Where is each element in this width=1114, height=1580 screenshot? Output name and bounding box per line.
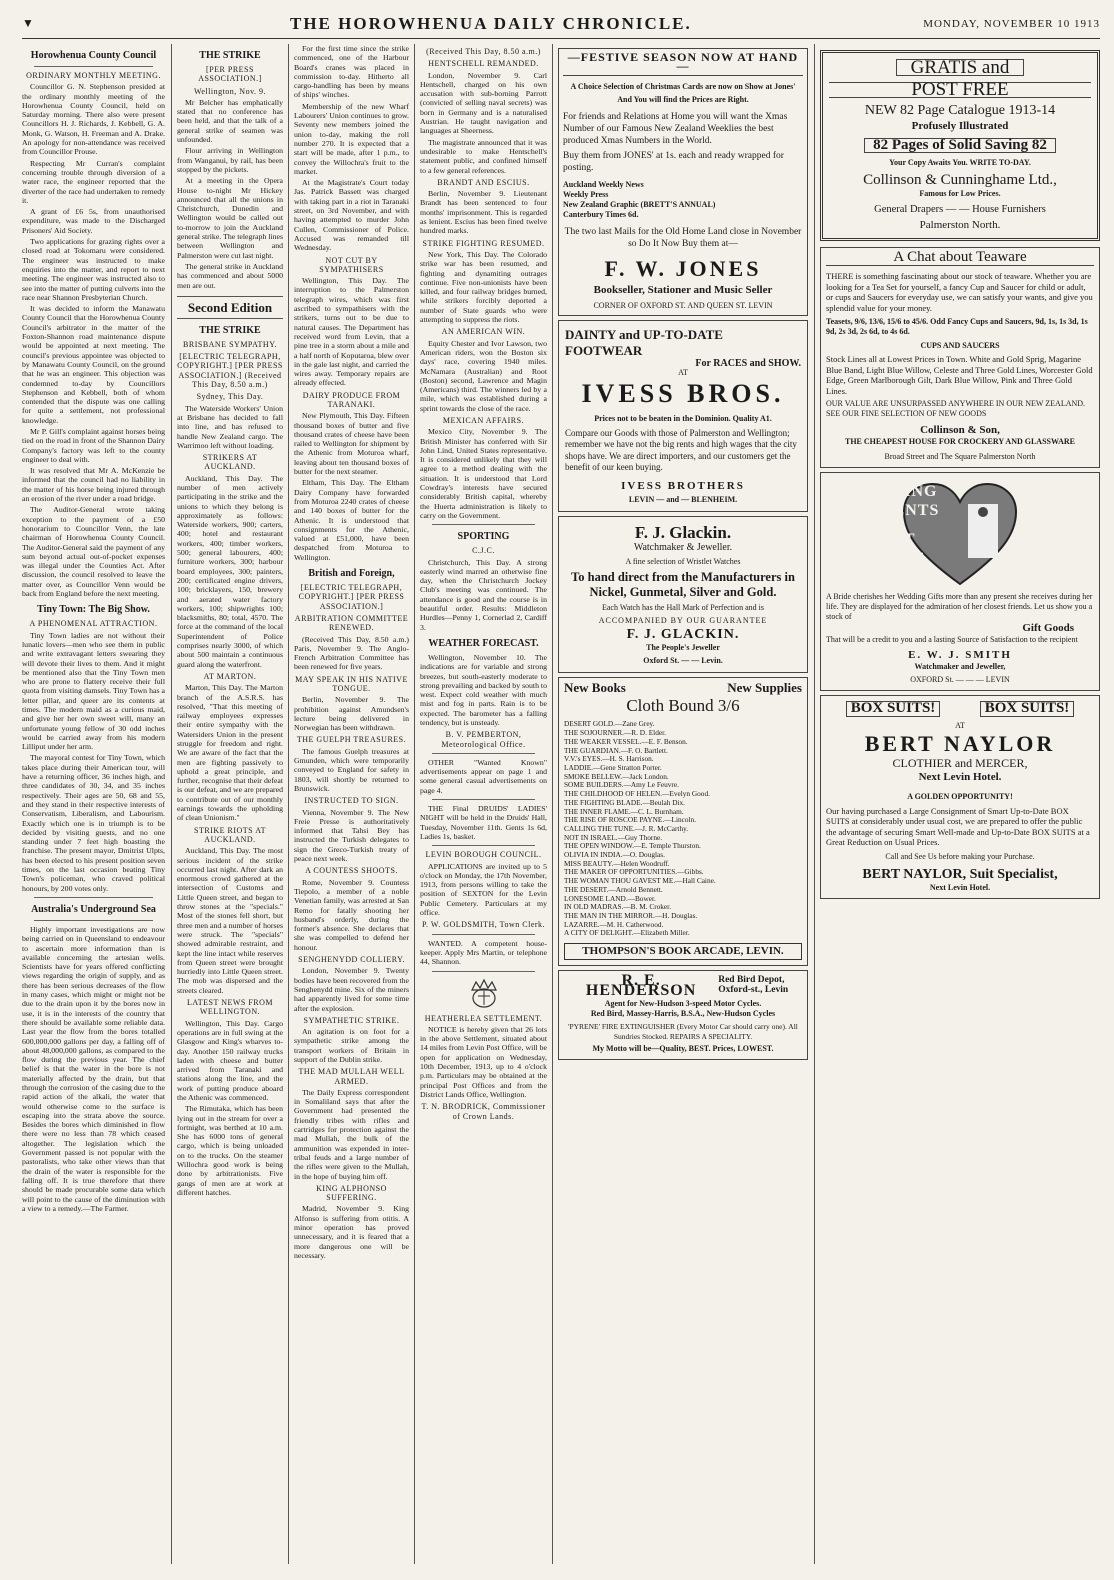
signature: B. V. PEMBERTON, Meteorological Office. (441, 730, 526, 749)
article-paragraph: (Received This Day, 8.50 a.m.) Paris, November 9. The Anglo-French Arbitration Committee has been renewed for five years. (294, 634, 409, 672)
headline-sporting: SPORTING (457, 531, 510, 543)
subhead: NOT CUT BY SYMPATHISERS (319, 255, 384, 274)
press-association: [PER PRESS ASSOCIATION.] (198, 65, 262, 84)
subhead: DAIRY PRODUCE FROM TARANAKI. (302, 390, 401, 409)
article-paragraph: Rome, November 9. Countess Tiepolo, a member of a noble Venetian family, was arrested at San Remo for fatally shooting her husband's orderly, during the former's absence. She declares that she was compelled to defend her honour. (294, 877, 409, 952)
article-paragraph: Wellington, This Day. The interruption to the Palmerston telegraph wires, which was first ascribed to sympathisers with the strikers, turns out to be due to natural causes. The Department has received word from Levin, that a pine tree in a storm about a mile and a half north of Koputaroa, blew over in the gale last night, and carried the wires away. Temporary repairs are already effected. (294, 276, 409, 388)
article-paragraph: Respecting Mr Curran's complaint concerning trouble through diversion of a water race, the engineer reported that the diverter of the race had undertaken to remedy it. (22, 158, 165, 205)
ad-text: POST FREE (829, 82, 1091, 97)
column-1 (22, 44, 165, 1564)
subhead: STRIKE RIOTS AT AUCKLAND. (194, 825, 266, 844)
ad-text: A Chat about Teaware (826, 253, 1094, 266)
subhead: MAY SPEAK IN HIS NATIVE TONGUE. (295, 674, 408, 693)
ad-text: Famous for Low Prices. (919, 189, 1001, 199)
ad-text: DAINTY and UP-TO-DATE FOOTWEAR (565, 326, 723, 358)
ad-text: 82 Pages of Solid Saving 82 (864, 138, 1056, 153)
article-paragraph: Flour arriving in Wellington from Wanganui, by rail, has been stopped by the pickets. (177, 146, 283, 174)
notice: THE Final DRUIDS' LADIES' NIGHT will be held in the Druids' Hall, Tuesday, November 11th. Gents 1s 6d, Ladies 1s, basket. (420, 804, 547, 841)
ad-text: CORNER OF OXFORD ST. AND QUEEN ST. LEVIN (593, 300, 773, 310)
article-paragraph: Christchurch, This Day. A strong easterly wind marred an otherwise fine day, when the Christchurch Jockey Club's meeting was continued. The attendance is good and the course is in beautiful order. Results: Middleton Hurdles—Penny 1, Cornerlad 2, Cardiff 3. (420, 557, 547, 632)
subhead: AN AMERICAN WIN. (441, 327, 526, 337)
subhead: LATEST NEWS FROM WELLINGTON. (186, 998, 274, 1017)
article-paragraph: New York, This Day. The Colorado strike war has been resumed, and fighting and dynamiting outrages continue. Five non-unionists have been killed, and four railway bridges burned, while strikers forcibly deported a number of State guards who were attempting to suppress the riots. (420, 249, 547, 325)
ad-text: Watchmaker & Jeweller. (633, 541, 733, 553)
ad-collinson-son (820, 247, 1100, 468)
article-paragraph: The general strike in Auckland has commenced and about 5000 men are out. (177, 261, 283, 290)
ad-text: Prices not to be beaten in the Dominion. Quality A1. (594, 413, 772, 423)
subhead: SYMPATHETIC STRIKE. (303, 1015, 400, 1025)
article-paragraph: It was resolved that Mr A. McKenzie be informed that the council had no liability in the matter of his horse being injured through an erosion of the river under a road bridge. (22, 466, 165, 504)
ad-text: OXFORD St. — — — LEVIN (910, 675, 1010, 685)
ad-text: Each Watch has the Hall Mark of Perfection and is (601, 603, 765, 613)
naylor-name: BERT NAYLOR (864, 730, 1056, 756)
ad-text: AT (955, 720, 965, 730)
ad-text: Collinson & Cunninghame Ltd., (863, 172, 1057, 189)
notice: NOTICE is hereby given that 26 lots in the above Settlement, situated about 14 miles from Levin Post Office, will be open for application on Wednesday, 10th December, 1913, up to 4 o'clock p.m. Particulars may be obtained at the principal Post Offices and from the District Lands Office, Wellington. (420, 1024, 547, 1099)
glackin-name: F. J. Glackin. (634, 522, 732, 542)
ad-text: Our having purchased a Large Consignment of Smart Up-to-Date BOX SUITS at considerably under usual cost, we are prepared to offer the public the advantage of securing Smart Well-made and Up-to-Date BOX SUITS at a Great Reduction on Usual Prices. (826, 805, 1090, 848)
ad-text: Collinson & Son, (920, 424, 1000, 437)
ad-text: Compare our Goods with those of Palmerston and Wellington; remember we have not the big rents and high wages that the city shops have. We are direct importers, and our customers get the benefit of our keen buying. (565, 427, 797, 473)
ad-text: Broad Street and The Square Palmerston North (884, 452, 1036, 462)
article-paragraph: The Daily Express correspondent in Somaliland says that after the Government had presented the friendly tribes with rifles and cartridges for protection against the mad Mullah, the bulk of the ammunition was expended in inter-tribal feuds and a large number of the rifles were given to the Mullah, in the hope of buying him off. (294, 1087, 409, 1181)
headline-british-foreign: British and Foreign, (308, 568, 395, 580)
ad-text: My Motto will be—Quality, BEST. Prices, LOWEST. (592, 1043, 774, 1053)
article-paragraph: London, November 9. Twenty bodies have been recovered from the Senghenydd mine. Six of the miners had apparently lived for some time after the explosion. (294, 966, 409, 1013)
ad-text: Palmerston North. (919, 218, 1001, 231)
ad-text: Agent for New-Hudson 3-speed Motor Cycles. (604, 998, 762, 1008)
ad-text: Buy them from JONES' at 1s. each and ready wrapped for posting. (563, 150, 784, 173)
ad-text: BERT NAYLOR, Suit Specialist, (862, 866, 1058, 882)
ad-text: WEDDING (850, 483, 938, 501)
article-paragraph: Membership of the new Wharf Labourers' Union continues to grow. Seventy new members joined the union to-day, making the roll number 270. It is expected that a start will be made, after 1 p.m., to convey the Willochra's fruit to the market. (294, 101, 409, 176)
article-paragraph: The famous Guelph treasures at Gmunden, which were temporarily conveyed to England for safety in 1803, will shortly be returned to Brunswick. (294, 746, 409, 793)
masthead-date: MONDAY, NOVEMBER 10 1913 (923, 18, 1100, 30)
ad-text: Gift Goods (1022, 622, 1074, 635)
column-6-ads (820, 44, 1100, 1564)
ad-ivess (558, 320, 808, 512)
ad-glackin (558, 516, 808, 673)
ad-text: E. W. J. SMITH (908, 649, 1012, 662)
ad-text: General Drapers — — House Furnishers (874, 204, 1046, 216)
ad-text: THERE is something fascinating about our stock of teaware. Whether you are looking for a Tea Set for yourself, a fancy Cup and Saucer for child or adult, or cups and Saucers for everyday use, we can satisfy your wants, and give you splendid value for your money. (826, 271, 1093, 313)
ad-text: PRESENTS (848, 502, 940, 520)
second-edition-banner: Second Edition (177, 296, 283, 319)
article-paragraph: The magistrate announced that it was undesirable to make Hentschell's statement public, and confined himself to a few general references. (420, 137, 547, 175)
masthead-mark: ▼ (22, 16, 34, 30)
ad-text: New Supplies (727, 680, 802, 696)
article-paragraph: The Waterside Workers' Union at Brisbane has decided to fall into line, and has refused to handle New Zealand cargo. The Warrimoo left without loading. (177, 403, 283, 450)
subhead: BRISBANE SYMPATHY. (183, 339, 277, 349)
ad-text: For friends and Relations at Home you will want the Xmas Number of our Famous New Zealand Weeklies the best produced Xmas Numbers in the World. (563, 111, 788, 146)
article-paragraph: Berlin, November 9. The prohibition against Amundsen's lecture being delivered in Norwegian has been withdrawn. (294, 695, 409, 733)
ad-text: Watchmaker and Jeweller, (914, 662, 1006, 672)
ad-text: Red Bird, Massey-Harris, B.S.A., New-Hudson Cycles (590, 1008, 776, 1018)
headline-underground-sea: Australia's Underground Sea (31, 903, 156, 915)
notice: APPLICATIONS are invited up to 5 o'clock on Monday, the 17th November, 1913, from persons willing to take the position of SEXTON for the Levin Public Cemetery. Particulars at my office. (420, 861, 547, 918)
ad-text: Next Levin Hotel. (918, 770, 1002, 783)
article-paragraph: An agitation is on foot for a sympathetic strike among the transport workers of Britain in support of the Dublin strike. (294, 1027, 409, 1064)
headline-tiny-town: Tiny Town: The Big Show. (37, 604, 150, 616)
received-line: (Received This Day, 8.50 a.m.) (426, 47, 541, 56)
ad-text: Auckland Weekly News Weekly Press New Zealand Graphic (BRETT'S ANNUAL) Canterbury Times 6d. (563, 179, 716, 219)
ad-text: AND (883, 520, 905, 530)
press-association: [ELECTRIC TELEGRAPH, COPYRIGHT.] [PER PRESS ASSOCIATION.] (Received This Day, 8.50 a.m.) (177, 352, 283, 390)
ad-text: CLOTHIER and MERCER, (892, 755, 1028, 770)
subhead: A COUNTESS SHOOTS. (305, 866, 398, 876)
ad-text: NEW 82 Page Catalogue 1913-14 (864, 102, 1056, 118)
ad-text: Cloth Bound 3/6 (626, 696, 740, 716)
ad-text: THE CHEAPEST HOUSE FOR CROCKERY AND GLASSWARE (845, 437, 1075, 447)
ad-text: Teasets, 9/6, 13/6, 15/6 to 45/6. Odd Fancy Cups and Saucers, 9d, 1s, 1s 3d, 1s 9d, 2s 3d, 2s 6d, to 4s 6d. (826, 317, 1088, 337)
ad-text: BOX SUITS! (980, 701, 1075, 716)
signature: T. N. BRODRICK, Commissioner of Crown Lands. (421, 1102, 546, 1121)
subhead: SENGHENYDD COLLIERY. (298, 955, 405, 965)
column-rule (552, 44, 553, 1564)
ad-heading-row (564, 972, 802, 999)
column-2 (177, 44, 283, 1564)
ad-text: To hand direct from the Manufacturers in Nickel, Gunmetal, Silver and Gold. (571, 570, 795, 600)
newspaper-page (22, 12, 1100, 1568)
ad-text: That will be a credit to you and a lasting Source of Satisfaction to the recipient (826, 635, 1078, 645)
subhead: ORDINARY MONTHLY MEETING. (26, 71, 161, 80)
jones-name: F. W. JONES (604, 255, 762, 281)
ad-text: GRATIS and (896, 59, 1025, 76)
article-paragraph: Two applications for grazing rights over a closed road at Tokomaru were considered. The engineer was instructed to make enquiries into the matter, and report to next meeting. The engineer was instructed also to see into the matter of putting culverts into the race near Shannon Presbyterian Church. (22, 237, 165, 302)
subhead: AT MARTON. (203, 671, 257, 681)
ivess-name: IVESS BROS. (581, 378, 785, 408)
ad-text: Next Levin Hotel. (929, 882, 991, 892)
ad-text: ACCOMPANIED BY OUR GUARANTEE (598, 616, 768, 626)
subhead: BRANDT AND ESCIUS. (437, 177, 530, 187)
article-paragraph: Mr Belcher has emphatically stated that no conference has been held, and that the talk of a general strike of seamen was unfounded. (177, 97, 283, 145)
article-paragraph: Highly important investigations are now being carried on in Queensland to endeavour to ascertain more information than is available concerning the artesian wells. Scientists have for years offered conflicting views regarding the origin of supply, and as there has been serious decreases of the flow in many cases, which might or might not be due to the drain upon it by the bores now in use, it is in the interests of the country that there should be available some reliable data. Last year the flow from the bores totalled 600,000,000 gallons per day, a falling off of about 48,000,000 gallons, as compared to the flow during the previous year. The chief belief is that the water in the bore is not materially affected by the drain, but that through the corrosion of the casing due to the rapid action of the alkali, the water that would otherwise come to the surface is escaping into the strata above the source. Besides the bores which diminished in flow there were no less than 78 which ceased altogether. The legislation which the Government passed is not popular with the pastoralists, who take other views than that the drain of the water is responsible for the falling off. It is true therefore that there should be made procurable some data which will point to the cause of the diminution with a view to a remedy.—The Farmer. (22, 924, 165, 1213)
notice: WANTED. A competent house-keeper. Apply Mrs Martin, or telephone 44, Shannon. (420, 938, 547, 967)
article-paragraph: Wellington, This Day. Cargo operations are in full swing at the Glasgow and King's wharves to-day. Another 150 railway trucks laden with cheese and butter arrived from Taranaki and stations along the line, and the work of putting produce aboard the Athenic was commenced. (177, 1018, 283, 1102)
ad-heading-row (564, 680, 802, 696)
subhead: MEXICAN AFFAIRS. (442, 415, 525, 425)
ad-text: Stock Lines all at Lowest Prices in Town. White and Gold Sprig, Magarine Blue Band, Light Blue Willow, Celeste and Three Gold Lines, Worcester Gold Edge, Green Marlborough Gilt, Dark Blue Willow, Pink and Three Gold Lines. (826, 354, 1093, 396)
masthead-title: THE HOROWHENUA DAILY CHRONICLE. (290, 14, 692, 33)
headline-county-council: Horowhenua County Council (30, 50, 157, 61)
subhead: STRIKERS AT AUCKLAND. (202, 453, 258, 472)
article-paragraph: Wellington, November 10. The indications are for variable and strong breezes, but south-easterly moderate to strong prevailing and backed by south to west. Expect cold weather with much mist and fog in parts. Rain is to be expected. The barometer has a falling tendency, but is unsteady. (420, 652, 547, 727)
ad-text: CUPS AND SAUCERS (920, 341, 1000, 351)
ad-naylor (820, 695, 1100, 899)
column-rule (414, 44, 415, 1564)
column-rule (814, 44, 815, 1564)
masthead (22, 12, 1100, 39)
article-paragraph: The Auditor-General wrote taking exception to the payment of a £50 honorarium to Councillor Venn, the late chairman of Horowhenua County Council. The Auditor-General said the payment of any sum beyond actual out-of-pocket expenses was illegal under the Counties Act. After discussion, the council resolved to leave the matter over, as Councillor Venn would be back from England before the next meeting. (22, 505, 165, 599)
subhead: INSTRUCTED TO SIGN. (304, 796, 399, 806)
festive-banner: —FESTIVE SEASON NOW AT HAND— (563, 53, 803, 76)
article-paragraph: For the first time since the strike commenced, one of the Harbour Board's cranes was placed in commission to-day. Hitherto all cargo-handling has been by means of ships' winches. (294, 44, 409, 100)
ad-text: THOMPSON'S BOOK ARCADE, LEVIN. (564, 943, 802, 960)
ad-text: A Bride cherishes her Wedding Gifts more than any present she receives during her life. They are displayed for the admiration of her closest friends. Let us show you a stock of (826, 592, 1093, 622)
subhead: C.J.C. (472, 546, 495, 556)
article-paragraph: The mayoral contest for Tiny Town, which takes place during their American tour, will have a returning officer, 36 inches high, and three candidates of 30, 34, and 35 inches respectively. Their ages are 50, 68 and 55, and they stand in their respective interests of Conservatism, Liberalism, and Labourism. Exactly which one is in triumph is to be decided by visiting guests, and no one standing under 7 feet high boasting the franchise. The present mayor, Dmitrist Ulpts, has been elected to his present position seven times, on the last occasion beating Tiny Town's policeman, who craved political honours, by 200 votes only. (22, 753, 165, 893)
article-paragraph: Councillor G. N. Stephenson presided at the ordinary monthly meeting of the Horowhenua County Council, held on Saturday morning. There also were present Councillors H. J. Richards, J. Kebbell, G. A. Monk, G. Watson, H. Freeman and A. Drake. An apology for non-attendance was received from Councillor Prouse. (22, 82, 165, 157)
ad-text: A Choice Selection of Christmas Cards are now on Show at Jones' (570, 81, 796, 91)
ad-jones (558, 48, 808, 316)
subhead: HEATHERLEA SETTLEMENT. (424, 1013, 543, 1023)
article-paragraph: London, November 9. Carl Hentschell, charged on his own accusation with sub-borning Parrott (convicted of selling naval secrets) was born in Germany and is a naturalised Austrian. He taught navigation and languages at Sheerness. (420, 70, 547, 136)
article-paragraph: The Rimutaka, which has been lying out in the stream for over a fortnight, was berthed at 10 a.m. She has 6000 tons of general cargo, which is being unloaded on to the trucks. On the steamer Willochra good work is being done by arbitrationists. Five gangs of men are at work at different hatches. (177, 1104, 283, 1197)
ad-text: A GOLDEN OPPORTUNITY! (907, 791, 1013, 801)
article-paragraph: Tiny Town ladies are not without their lunatic lovers—men who see them in public and write extravagant letters swearing they will devote their lives to them. And it might be mentioned also that the Tiny Town men who are prone to flattery receive their full quota from visiting damsels. Tiny Town has a letter pillar, and queer are its contents at times. The modern maid as a curious maid, and give her her own sweet will, many an unfortunate young fellow of 30 odd inches would be carried away from his modern Lilliput under her arm. (22, 630, 165, 752)
ad-text: BOX SUITS! (846, 701, 941, 716)
subhead: ARBITRATION COMMITTEE RENEWED. (294, 613, 409, 633)
article-paragraph: A grant of £6 5s, from unauthorised expenditure, was made to the Discharged Prisoners' Aid Society. (22, 207, 165, 235)
ad-text: LEVIN — and — BLENHEIM. (628, 494, 738, 504)
ad-text: Oxford St. — — Levin. (643, 656, 723, 666)
article-paragraph: It was decided to inform the Manawatu County Council that the Horowhenua County Council's arbitrator in the matter of the Foxton-Shannon road maintenance dispute would be appointed at next meeting. The council's previous appointee was objected to by Manawatu County Council, on the ground that he was an engineer. This objection was condemned to-day by Councillors Stephenson and Kebbell, both of whom contended that the dispute was one calling for quite a settlement, not professional knowledge. (22, 304, 165, 425)
ad-text: Bookseller, Stationer and Music Seller (593, 283, 773, 296)
ad-smith (820, 472, 1100, 691)
ad-text: IVESS BROTHERS (621, 479, 745, 492)
ad-text: The two last Mails for the Old Home Land close in November so Do It Now Buy them at— (564, 226, 802, 249)
ad-text: 'PYRENE' FIRE EXTINGUISHER (Every Motor Car should carry one). All Sundries Stocked. REPAIRS A SPECIALITY. (568, 1021, 798, 1041)
crown-crest-icon (464, 976, 504, 1010)
ad-text: Call and See Us before making your Purchase. (885, 851, 1035, 861)
subhead: THE GUELPH TREASURES. (296, 735, 407, 745)
ad-text: New Books (564, 680, 626, 696)
ad-text: The People's Jeweller (646, 643, 720, 653)
column-5-ads (558, 44, 808, 1564)
ad-text: And You will find the Prices are Right. (617, 94, 749, 104)
article-paragraph: Eltham, This Day. The Eltham Dairy Company have forwarded from Moturoa 2240 crates of cheese and 140 boxes of butter for the Athenic. It is understood that consignments for the Athenic, valued at £51,000, have been despatched from Moturoa to Wellington. (294, 478, 409, 562)
ad-text: GOODS (862, 550, 926, 568)
press-association: [ELECTRIC TELEGRAPH, COPYRIGHT.] [PER PRESS ASSOCIATION.] (298, 583, 405, 611)
article-paragraph: Madrid, November 9. King Alfonso is suffering from otitis. A minor operation has proved unnecessary, and it is feared that a more dangerous one will be necessary. (294, 1204, 409, 1260)
dateline: Wellington, Nov. 9. (193, 86, 267, 96)
book-list: DESERT GOLD.—Zane Grey. THE SOJOURNER.—R. D. Elder. THE WEAKER VESSEL.—E. F. Benson. THE GUARDIAN.—F. O. Bartlett. V.V.'s EYES.—H. S. Harrison. LADDIE.—Gene Stratton Porter. SMOKE BELLEW.—Jack London. SOME BUILDERS.—Amy Le Feuvre. THE CHILDHOOD OF HELEN.—Evelyn Good. THE FIGHTING BLADE.—Beulah Dix. THE INNER FLAME.—C. L. Burnham. THE RISE OF ROSCOE PAYNE.—Lincoln. CALLING THE TUNE.—J. R. McCarthy. NOT IN ISRAEL.—Guy Thorne. THE OPEN WINDOW.—E. Temple Thurston. OLIVIA IN INDIA.—O. Douglas. MISS BEAUTY.—Helen Woodruff. THE MAKER OF OPPORTUNITIES.—Gibbs. THE WOMAN THOU GAVEST ME.—Hall Caine. THE DESERT.—Arnold Bennett. LONESOME LAND.—Bower. IN OLD MADRAS.—B. M. Croker. THE MAN IN THE MIRROR.—H. Douglas. LAZARRE.—M. H. Catherwood. A CITY OF DELIGHT.—Elizabeth Miller. (564, 719, 716, 938)
ad-text: Your Copy Awaits You. WRITE TO-DAY. (889, 158, 1031, 168)
article-paragraph: At a meeting in the Opera House to-night Mr Hickey announced that all the unions in Christchurch, Dunedin and Wellington would be called out to-morrow to join the Auckland general strike. The telegraph lines between Wellington and Palmerston were cut last night. (177, 176, 283, 260)
column-3 (294, 44, 409, 1564)
column-rule (288, 44, 289, 1564)
ad-text: For RACES and SHOW. (695, 357, 801, 369)
headline-weather: WEATHER FORECAST. (428, 637, 539, 649)
subhead: HENTSCHELL REMANDED. (428, 59, 539, 69)
notice: OTHER "Wanted Known" advertisements appear on page 1 and some general casual advertisements on page 4. (420, 757, 547, 795)
subhead: A PHENOMENAL ATTRACTION. (29, 619, 158, 629)
subhead: KING ALPHONSO SUFFERING. (316, 1183, 387, 1203)
column-4 (420, 44, 547, 1564)
ad-heading-row (826, 701, 1094, 716)
article-paragraph: Mr P. Gill's complaint against horses being tied on the road in front of the Shannon Dairy Company's factory was left to the county engineer to deal with. (22, 426, 165, 464)
article-paragraph: Marton, This Day. The Marton branch of the A.S.R.S. has resolved, "That this meeting of railway employees expresses their entire sympathy with the Watersiders Union in the present struggle for freedom and right. We are aware of the fact that the men are fighting passively to uphold a great principle, and further, recognise that their defeat is our defeat, and we are prepared to contribute out of our monthly earnings towards the upholding of clean Unionism." (177, 683, 283, 823)
ad-thompsons (558, 677, 808, 966)
column-rule (171, 44, 172, 1564)
signature: P. W. GOLDSMITH, Town Clerk. (421, 920, 546, 930)
ad-text: F. J. GLACKIN. (626, 627, 740, 643)
article-paragraph: Auckland, This Day. The number of men actively participating in the strike and the unions to which they belong is approximately as follows: Waterside workers, 900; carters, 400; hotel and restaurant workers, 400; timber workers, 500; general labourers, 400; furniture workers, 300; harbour board employees, 300; painters, 200; certificated engine drivers, 100; bricklayers, 150, brewery and aerated water factory workers, 100; shipwrights 100; blacksmiths, 80; total, 4570. The force at the command of the local Superintendent of Police comprises nearly 3000, of which about 500 maintain a continuous guard along the waterfront. (177, 473, 283, 669)
article-paragraph: Mexico City, November 9. The British Minister has conferred with Sir John Lind, United States representative. It is considered unlikely that they will agree to a method dealing with the situation. It is understood that Lord Cowdray's interests have secured considerably British capital, whereby the Huerta administration is likely to carry on the Government. (420, 427, 547, 520)
article-paragraph: Berlin, November 9. Lieutenant Brandt has been sentenced to four months' imprisonment. This is regarded as lenient. Escius has been fined twelve hundred marks. (420, 189, 547, 236)
ad-text: OUR VALUE ARE UNSURPASSED ANYWHERE IN OUR NEW ZEALAND. SEE OUR FINE SELECTION OF NEW GOODS (826, 399, 1086, 419)
subhead: STRIKE FIGHTING RESUMED. (422, 238, 545, 248)
ad-text: Red Bird Depot, Oxford-st., Levin (718, 975, 789, 995)
article-paragraph: At the Magistrate's Court today Jas. Patrick Bassett was charged with taking part in a riot in Taranaki street, on 3rd November, and with having attempted to murder John Cullen, Commissioner of Police. Accused was remanded till Wednesday. (294, 178, 409, 253)
dateline: Sydney, This Day. (196, 392, 264, 402)
ad-text: Profusely Illustrated (911, 119, 1009, 132)
ad-henderson (558, 970, 808, 1060)
article-paragraph: Equity Chester and Ivor Lawson, two American riders, won the Boston six days' race, covering 1940 miles. McNamara (Australian) and Root (Boston) second, Lawrence and Magin (Americans) third. The winners led by a mile, which was established during a sprint towards the close of the race. (420, 338, 547, 413)
headline-the-strike-2: THE STRIKE (199, 324, 261, 336)
ad-text: GIFT (872, 531, 916, 549)
article-paragraph: Auckland, This Day. The most serious incident of the strike occurred last night. After dark an enormous crowd gathered at the intersection of Customs and Little Queen street, and began to throw stones at the "specials." Most of the stones fell short, but three men and a number of horses were struck. The "specials" showed admirable restraint, and kept the line intact while reserves from Queen street were brought hurriedly into Little Queen street. The mob was dispersed and the streets cleared. (177, 846, 283, 995)
article-paragraph: Vienna, November 9. The New Freie Presse is authoritatively informed that Tahsi Bey has instructed the Turkish delegates to sign the Greco-Turkish treaty of peace next week. (294, 807, 409, 864)
ad-text: AT (678, 367, 688, 377)
ad-collinson-cunninghame (820, 50, 1100, 241)
subhead: LEVIN BOROUGH COUNCIL. (425, 850, 542, 860)
headline-the-strike: THE STRIKE (199, 50, 261, 61)
ad-text: A fine selection of Wristlet Watches (625, 557, 741, 567)
article-paragraph: New Plymouth, This Day. Fifteen thousand boxes of butter and five thousand crates of cheese have been railed to Wellington for shipment by the Athenic from Moturoa wharf, leaving about ten thousand boxes of butter for the next steamer. (294, 411, 409, 477)
subhead: THE MAD MULLAH WELL ARMED. (298, 1067, 405, 1086)
ad-text: R. E. HENDERSON (585, 972, 697, 999)
